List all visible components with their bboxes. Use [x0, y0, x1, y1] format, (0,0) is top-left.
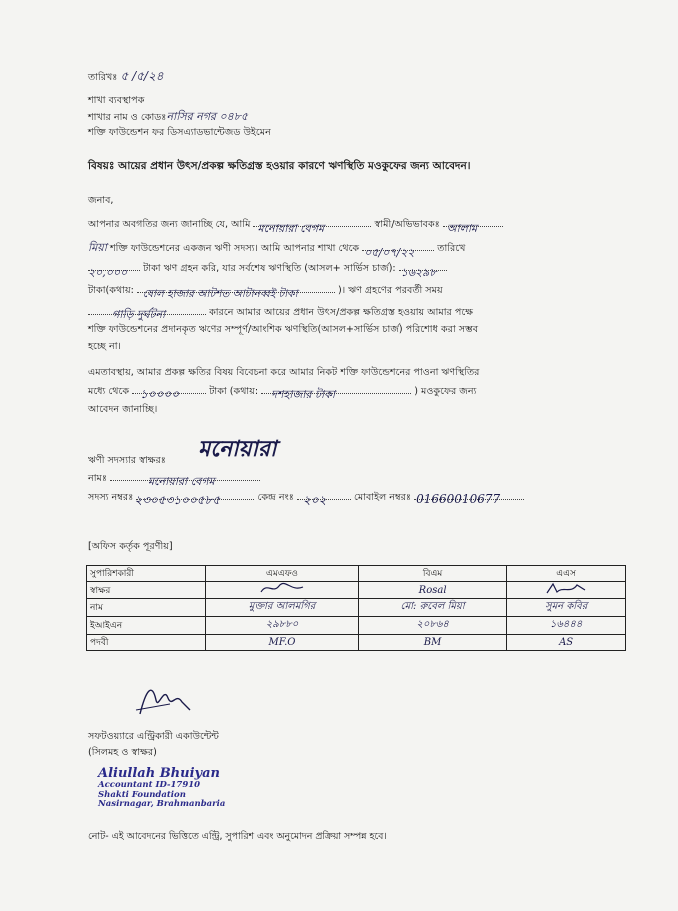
body-text: ) মওকুফের জন্য	[414, 386, 477, 397]
signature-cell: Rosal	[358, 582, 506, 599]
waive-words-field	[261, 388, 411, 401]
table-row	[87, 582, 626, 599]
member-id-label: সদস্য নম্বরঃ	[88, 492, 134, 503]
body-text: টাকা ঋণ গ্রহন করি, যার সর্বশেষ ঋণস্থিতি (আসল+ সার্ভিস চার্জ):	[143, 263, 396, 274]
loan-date-field	[362, 246, 434, 259]
table-row	[87, 617, 626, 635]
table-header-row	[87, 566, 626, 582]
table-cell: মুক্তার আলমগির	[206, 599, 359, 617]
table-cell: ১৬৪৪৪	[507, 617, 626, 635]
member-name-value: মনোয়ারা বেগম	[148, 475, 215, 488]
guardian-value-2: মিয়া	[88, 241, 107, 254]
loan-amount-value: ২০,০০০	[88, 266, 128, 279]
salutation: জনাব,	[88, 195, 114, 206]
centre-value: ২০২	[302, 493, 327, 507]
as-signature	[541, 582, 591, 595]
body-text: তারিখে	[437, 243, 466, 254]
member-id-value: ২৩০৫৩১০০৫৮৫	[134, 493, 221, 507]
table-header-cell: এএস	[507, 566, 626, 582]
date-label: তারিখঃ	[88, 72, 118, 83]
waive-words-value: দশহাজার টাকা	[271, 388, 336, 401]
centre-field	[297, 493, 351, 507]
reason-value: গাড়ি দুর্ঘটনা	[112, 308, 166, 321]
waive-amount-value: ১০০০০	[140, 387, 180, 401]
table-header-cell: এমএফও	[206, 566, 359, 582]
waive-amount-field	[132, 387, 206, 401]
body-text: আপনার অবগতির জন্য জানাচ্ছি যে, আমি	[88, 219, 251, 230]
body-line-7: হচ্ছে না।	[88, 341, 121, 352]
member-name-field	[110, 475, 260, 488]
signature-cell	[507, 582, 626, 599]
borrower-name-field	[253, 222, 371, 235]
branch-label: শাখার নাম ও কোডঃ	[88, 112, 167, 123]
table-header-cell: সুপারিশকারী	[87, 566, 206, 582]
branch-value: নাসির নগর ০৪৮৫	[166, 110, 249, 123]
member-name-line	[88, 472, 260, 488]
mobile-value: 01660010677	[416, 492, 501, 506]
stamp-line: Accountant ID-17910	[98, 780, 201, 790]
body-line-1	[88, 218, 503, 235]
table-header-cell: বিএম	[358, 566, 506, 582]
centre-label: কেন্দ্র নংঃ	[257, 492, 294, 503]
table-row	[87, 635, 626, 651]
body-text: )। ঋণ গ্রহণের পরবর্তী সময়	[337, 285, 443, 296]
mfo-signature	[257, 582, 307, 595]
accountant-signature	[130, 680, 200, 720]
accountant-title: সফটওয়্যারে এন্ট্রিকারী একাউন্টেন্ট	[88, 731, 219, 742]
member-signature-label: ঋণী সদস্যার স্বাক্ষরঃ	[88, 455, 166, 466]
member-name-label: নামঃ	[88, 473, 107, 484]
signature-cell	[206, 582, 359, 599]
reason-field	[88, 308, 206, 321]
table-cell: BM	[358, 635, 506, 651]
row-label: স্বাক্ষর	[87, 582, 206, 599]
body-text: টাকা (কথায়:	[209, 386, 259, 397]
table-cell: ২০৮৬৪	[358, 617, 506, 635]
body-text: কারনে আমার আয়ের প্রধান উৎস/প্রকল্প ক্ষতিগ্রস্ত হওয়ায় আমার পক্ষে	[209, 307, 474, 318]
table-cell: AS	[507, 635, 626, 651]
addressee: শাখা ব্যবস্থাপক	[88, 95, 145, 106]
body-line-10: আবেদন জানাচ্ছি।	[88, 404, 158, 415]
date-line	[88, 70, 164, 84]
body-text: স্বামী/অভিভাবকঃ	[374, 219, 440, 230]
member-id-line	[88, 491, 524, 507]
table-cell: সুমন কবির	[507, 599, 626, 617]
organization-name: শক্তি ফাউন্ডেশন ফর ডিসএ্যাডভান্টেজড উইমেন	[88, 127, 271, 138]
table-cell: MF.O	[206, 635, 359, 651]
body-line-8: এমতাবস্থায়, আমার প্রকল্প ক্ষতির বিষয় বিবেচনা করে আমার নিকট শক্তি ফাউন্ডেশনের পাওনা ঋণস্থিতির	[88, 367, 480, 378]
subject-line: বিষয়ঃ আয়ের প্রধান উৎস/প্রকল্প ক্ষতিগ্রস্ত হওয়ার কারণে ঋণস্থিতি মওকুফের জন্য আবেদন।	[88, 160, 471, 172]
accountant-subtitle: (সিলমহ ও স্বাক্ষর)	[88, 747, 157, 758]
stamp-name: Aliullah Bhuiyan	[98, 766, 220, 781]
loan-date-value: ০৫/০৭/২২	[364, 246, 415, 259]
office-section-title: [অফিস কর্তৃক পূরণীয়]	[88, 541, 173, 552]
body-line-4	[88, 284, 443, 300]
body-line-9	[88, 385, 477, 401]
balance-value: ১৬২৯৮	[400, 266, 437, 279]
member-signature-line	[88, 454, 166, 467]
footer-note: নোট- এই আবেদনের ভিত্তিতে এন্ট্রি, সুপারিশ এবং অনুমোদন প্রক্রিয়া সম্পন্ন হবে।	[88, 831, 387, 842]
body-line-5	[88, 306, 473, 319]
table-cell: মো: রুবেল মিয়া	[358, 599, 506, 617]
balance-words-value: ষোল হাজার আটশত আটানব্বই টাকা	[142, 288, 298, 300]
row-label: ইআইএন	[87, 617, 206, 635]
branch-line	[88, 110, 248, 124]
member-signature: মনোয়ারা	[198, 436, 277, 462]
recommendation-table	[86, 565, 626, 651]
table-cell: ২৯৮৮০	[206, 617, 359, 635]
body-text: টাকা(কথায়:	[88, 285, 134, 296]
body-text: শক্তি ফাউন্ডেশনের একজন ঋণী সদস্য। আমি আপনার শাখা থেকে	[110, 243, 360, 254]
mobile-label: মোবাইল নম্বরঃ	[353, 492, 412, 503]
guardian-value: আলাম	[446, 222, 478, 235]
body-line-3	[88, 262, 447, 279]
body-text: মধ্যে থেকে	[88, 386, 130, 397]
borrower-name-value: মনোয়ারা বেগম	[257, 222, 325, 235]
row-label: পদবী	[87, 635, 206, 651]
body-line-2	[88, 241, 466, 259]
accountant-stamp	[98, 766, 225, 810]
member-id-field	[134, 493, 254, 507]
mobile-field	[414, 492, 524, 506]
body-line-6: শক্তি ফাউন্ডেশনের প্রদানকৃত ঋণের সম্পূর্ণ/আংশিক ঋণস্থিতি(আসল+সার্ভিস চার্জ) পরিশোধ করা সম্ভব	[88, 324, 479, 335]
balance-words-field	[137, 288, 335, 300]
balance-field	[399, 266, 447, 279]
table-row	[87, 599, 626, 617]
stamp-line: Nasirnagar, Brahmanbaria	[98, 799, 226, 809]
row-label: নাম	[87, 599, 206, 617]
date-value: ৫ /৫/২৪	[120, 69, 164, 83]
loan-amount-field	[88, 266, 140, 279]
guardian-field	[443, 222, 503, 235]
stamp-line: Shakti Foundation	[98, 789, 186, 800]
